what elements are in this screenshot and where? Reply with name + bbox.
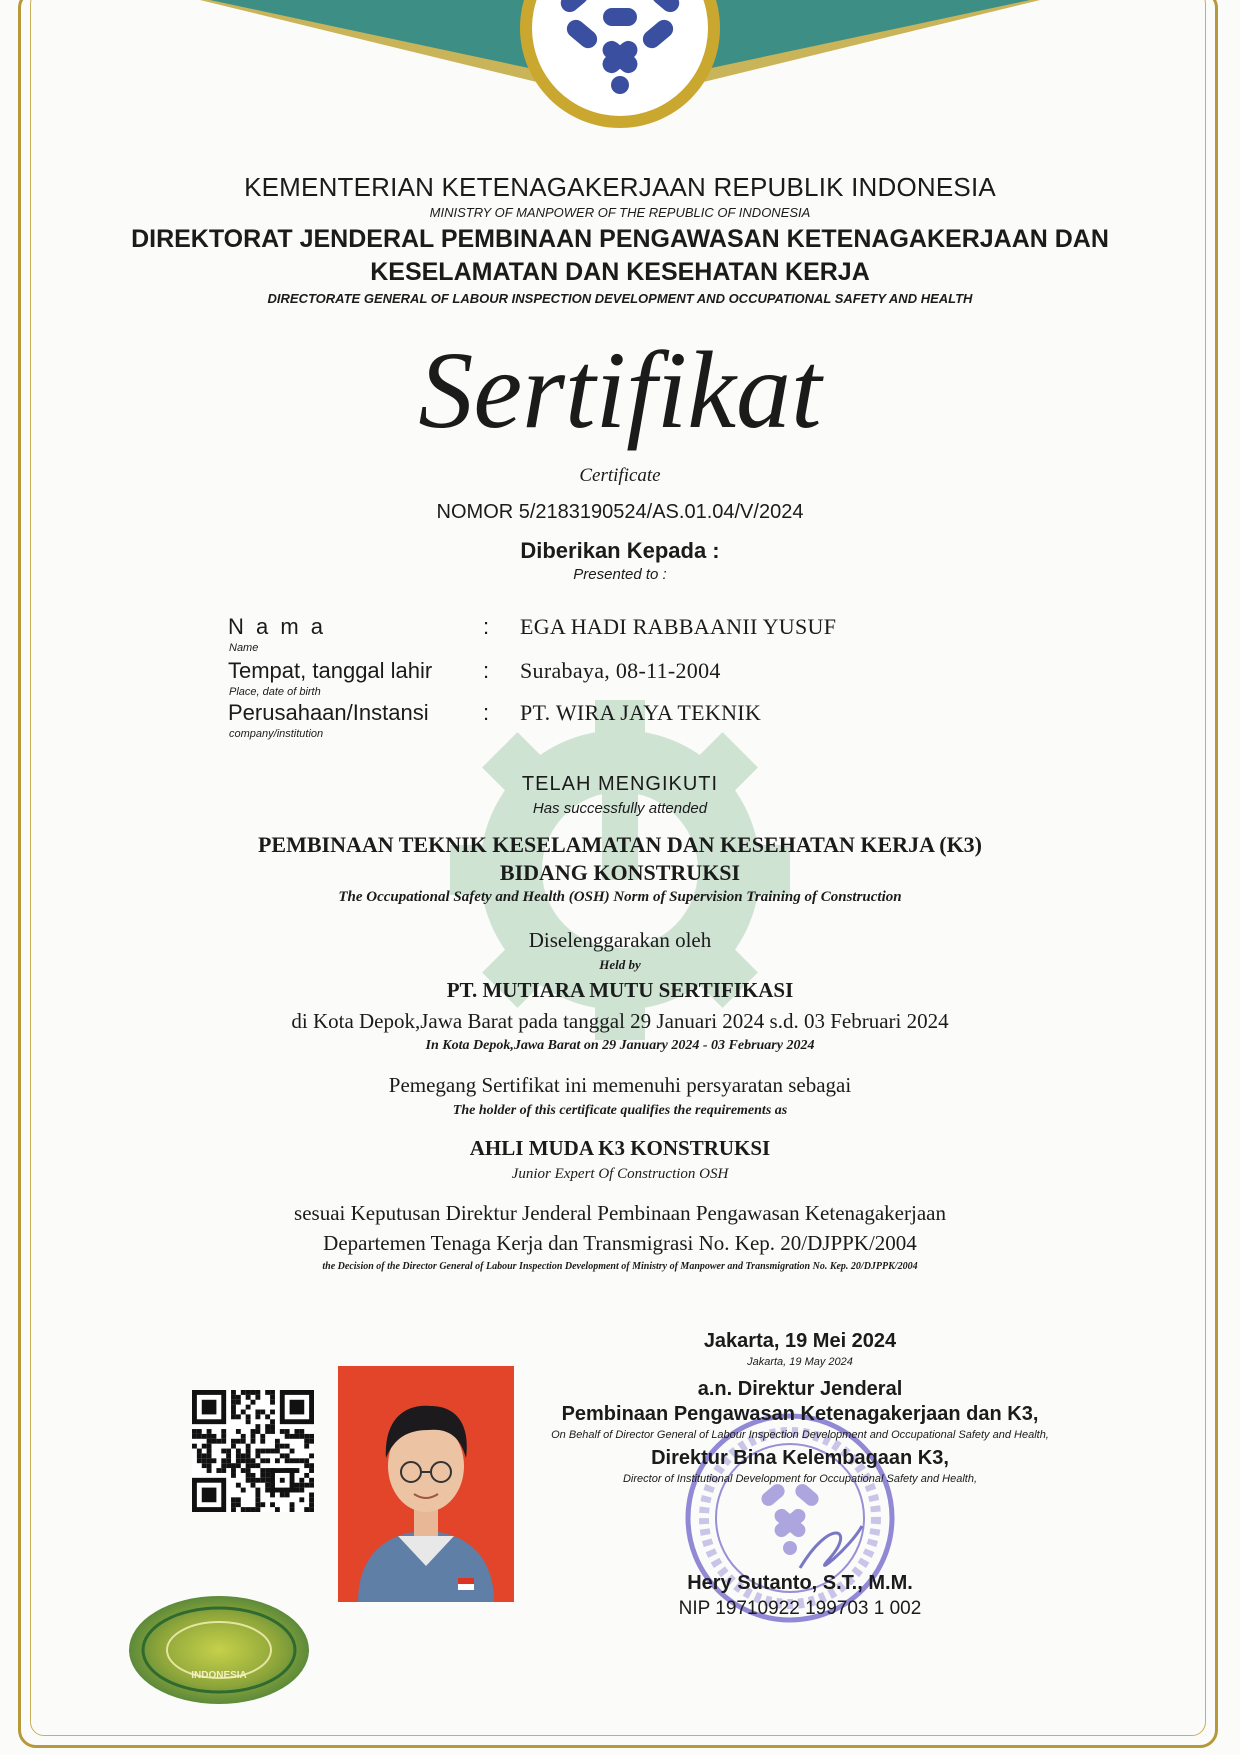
signer-nip: NIP 19710922 199703 1 002: [678, 1598, 922, 1619]
decision-line1: sesuai Keputusan Direktur Jenderal Pembinaan Pengawasan Ketenagakerjaan: [294, 1201, 946, 1225]
training-place-date: di Kota Depok,Jawa Barat pada tanggal 29 Januari 2024 s.d. 03 Februari 2024: [291, 1009, 949, 1033]
decision-en: the Decision of the Director General of Labour Inspection Development of Ministry of Manpower and Transmigration No. Kep. 20/DJPPK/2004: [322, 1261, 918, 1272]
directorate-name-en: DIRECTORATE GENERAL OF LABOUR INSPECTION DEVELOPMENT AND OCCUPATIONAL SAFETY AND HEALTH: [267, 291, 973, 306]
birth-label-en: Place, date of birth: [229, 686, 321, 698]
certificate-title-en: Certificate: [579, 465, 661, 486]
name-label: N a m a: [228, 614, 327, 639]
company-label-en: company/institution: [229, 728, 324, 740]
company-colon: :: [483, 700, 490, 725]
training-place-date-en: In Kota Depok,Jawa Barat on 29 January 2024 - 03 February 2024: [425, 1038, 815, 1053]
qualification-statement-en: The holder of this certificate qualifies the requirements as: [452, 1103, 788, 1118]
recipient-photo: [338, 1366, 514, 1602]
qualification-statement: Pemegang Sertifikat ini memenuhi persyaratan sebagai: [388, 1073, 852, 1097]
hologram-seal-icon: [126, 1594, 312, 1706]
sign-place-date: Jakarta, 19 Mei 2024: [703, 1330, 897, 1352]
training-name-line2: BIDANG KONSTRUKSI: [499, 860, 741, 885]
ministry-name: KEMENTERIAN KETENAGAKERJAAN REPUBLIK INDONESIA: [244, 172, 996, 202]
dg-title: Pembinaan Pengawasan Ketenagakerjaan dan K3,: [561, 1403, 1039, 1425]
attended-label: TELAH MENGIKUTI: [521, 773, 719, 795]
director-title: Direktur Bina Kelembagaan K3,: [651, 1447, 949, 1469]
directorate-name-line1: DIREKTORAT JENDERAL PEMBINAAN PENGAWASAN KETENAGAKERJAAN DAN: [131, 225, 1109, 253]
directorate-name-line2: KESELAMATAN DAN KESEHATAN KERJA: [370, 258, 870, 286]
birth-colon: :: [483, 658, 490, 683]
training-name-line1: PEMBINAAN TEKNIK KESELAMATAN DAN KESEHATAN KERJA (K3): [257, 832, 983, 857]
presented-to-label: Diberikan Kepada :: [520, 538, 720, 563]
company-label: Perusahaan/Instansi: [228, 700, 429, 725]
official-stamp-icon: [680, 1408, 900, 1628]
held-by-label-en: Held by: [599, 957, 641, 972]
sign-place-date-en: Jakarta, 19 May 2024: [747, 1356, 853, 1368]
qualification-title-en: Junior Expert Of Construction OSH: [511, 1166, 729, 1182]
hologram-text: INDONESIA: [191, 1670, 247, 1681]
attended-label-en: Has successfully attended: [532, 800, 708, 817]
name-value: EGA HADI RABBAANII YUSUF: [520, 614, 837, 639]
on-behalf-label: a.n. Direktur Jenderal: [697, 1378, 903, 1400]
qr-code-icon: [192, 1390, 314, 1512]
qualification-title: AHLI MUDA K3 KONSTRUKSI: [469, 1136, 771, 1160]
dg-title-en: On Behalf of Director General of Labour Inspection Development and Occupational Safety and Health,: [551, 1429, 1049, 1441]
certificate-title: Sertifikat: [418, 329, 822, 451]
birth-label: Tempat, tanggal lahir: [228, 658, 433, 683]
company-value: PT. WIRA JAYA TEKNIK: [520, 700, 762, 725]
birth-value: Surabaya, 08-11-2004: [520, 658, 721, 683]
training-name-en: The Occupational Safety and Health (OSH) Norm of Supervision Training of Construction: [338, 889, 902, 905]
director-title-en: Director of Institutional Development for Occupational Safety and Health,: [622, 1473, 978, 1485]
signer-name: Hery Sutanto, S.T., M.M.: [687, 1572, 913, 1594]
held-by-label: Diselenggarakan oleh: [528, 928, 712, 952]
organizer-name: PT. MUTIARA MUTU SERTIFIKASI: [446, 978, 794, 1002]
certificate-number: NOMOR 5/2183190524/AS.01.04/V/2024: [436, 501, 804, 523]
presented-to-label-en: Presented to :: [573, 566, 667, 583]
decision-line2: Departemen Tenaga Kerja dan Transmigrasi No. Kep. 20/DJPPK/2004: [323, 1231, 917, 1255]
ministry-name-en: MINISTRY OF MANPOWER OF THE REPUBLIC OF INDONESIA: [429, 205, 811, 220]
name-colon: :: [483, 614, 490, 639]
name-label-en: Name: [229, 642, 259, 654]
